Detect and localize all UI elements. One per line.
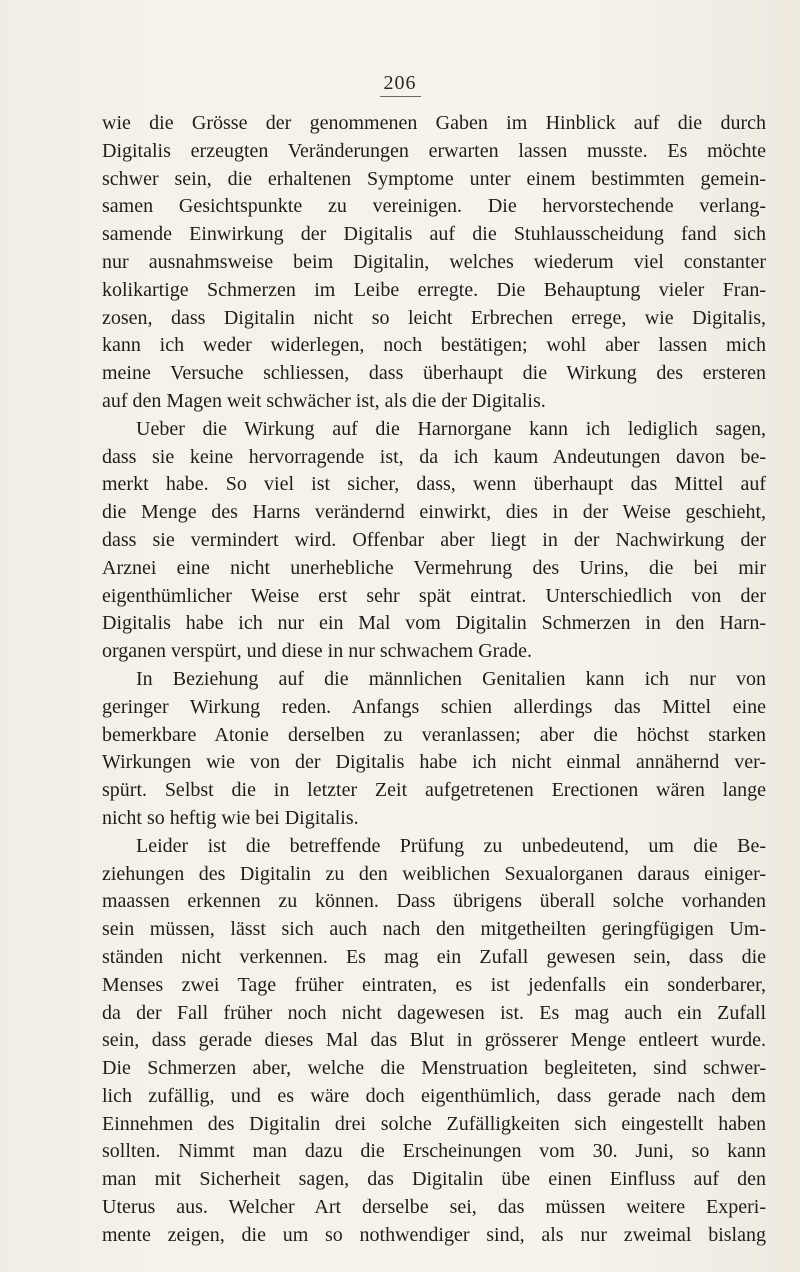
text-line: Digitalis habe ich nur ein Mal vom Digitalin Schmerzen in den Harn- — [102, 612, 766, 635]
text-line: kann ich weder widerlegen, noch bestätigen; wohl aber lassen mich — [102, 334, 766, 357]
text-line: zosen, dass Digitalin nicht so leicht Erbrechen errege, wie Digitalis, — [102, 306, 766, 329]
text-line: schwer sein, die erhaltenen Symptome unter einem bestimmten gemein- — [102, 167, 766, 190]
paragraph — [102, 110, 766, 416]
paragraph — [102, 416, 766, 666]
text-line: nicht so heftig wie bei Digitalis. — [102, 806, 359, 829]
text-line: man mit Sicherheit sagen, das Digitalin übe einen Einfluss auf den — [102, 1168, 766, 1191]
text-line: Die Schmerzen aber, welche die Menstruation begleiteten, sind schwer- — [102, 1057, 766, 1080]
text-line: dass sie keine hervorragende ist, da ich kaum Andeutungen davon be- — [102, 445, 766, 468]
text-line: kolikartige Schmerzen im Leibe erregte. Die Behauptung vieler Fran- — [102, 278, 766, 301]
text-line: die Menge des Harns verändernd einwirkt, dies in der Weise geschieht, — [102, 501, 766, 524]
text-line: ständen nicht verkennen. Es mag ein Zufall gewesen sein, dass die — [102, 945, 766, 968]
text-line: spürt. Selbst die in letzter Zeit aufgetretenen Erectionen wären lange — [102, 779, 766, 802]
text-line: sollten. Nimmt man dazu die Erscheinungen vom 30. Juni, so kann — [102, 1140, 766, 1163]
text-line: merkt habe. So viel ist sicher, dass, wenn überhaupt das Mittel auf — [102, 473, 766, 496]
paragraph — [102, 833, 766, 1250]
paragraph — [102, 666, 766, 833]
text-line: meine Versuche schliessen, dass überhaupt die Wirkung des ersteren — [102, 362, 766, 385]
text-line: dass sie vermindert wird. Offenbar aber liegt in der Nachwirkung der — [102, 528, 766, 551]
text-line: ziehungen des Digitalin zu den weiblichen Sexualorganen daraus einiger- — [102, 862, 766, 885]
text-line: nur ausnahmsweise beim Digitalin, welches wiederum viel constanter — [102, 250, 766, 273]
text-line: Wirkungen wie von der Digitalis habe ich nicht einmal annähernd ver- — [102, 751, 766, 774]
text-line: mente zeigen, die um so nothwendiger sind, als nur zweimal bislang — [102, 1223, 766, 1246]
page-number-text: 206 — [380, 72, 421, 97]
text-line: bemerkbare Atonie derselben zu veranlassen; aber die höchst starken — [102, 723, 766, 746]
text-line: sein, dass gerade dieses Mal das Blut in grösserer Menge entleert wurde. — [102, 1029, 766, 1052]
text-line: In Beziehung auf die männlichen Genitalien kann ich nur von — [136, 667, 766, 690]
text-line: lich zufällig, und es wäre doch eigenthümlich, dass gerade nach dem — [102, 1084, 766, 1107]
text-line: samen Gesichtspunkte zu vereinigen. Die hervorstechende verlang- — [102, 195, 766, 218]
text-line: Arznei eine nicht unerhebliche Vermehrung des Urins, die bei mir — [102, 556, 766, 579]
text-line: Leider ist die betreffende Prüfung zu unbedeutend, um die Be- — [136, 834, 766, 857]
text-line: Einnehmen des Digitalin drei solche Zufälligkeiten sich eingestellt haben — [102, 1112, 766, 1135]
body-text — [102, 110, 766, 1250]
page-number — [0, 72, 800, 97]
text-line: maassen erkennen zu können. Dass übrigens überall solche vorhanden — [102, 890, 766, 913]
text-line: wie die Grösse der genommenen Gaben im Hinblick auf die durch — [102, 112, 766, 134]
text-line: Ueber die Wirkung auf die Harnorgane kann ich lediglich sagen, — [136, 417, 766, 440]
text-line: Uterus aus. Welcher Art derselbe sei, das müssen weitere Experi- — [102, 1196, 766, 1219]
text-line: eigenthümlicher Weise erst sehr spät eintrat. Unterschiedlich von der — [102, 584, 766, 607]
text-line: geringer Wirkung reden. Anfangs schien allerdings das Mittel eine — [102, 695, 766, 718]
text-line: samende Einwirkung der Digitalis auf die Stuhlausscheidung fand sich — [102, 223, 766, 246]
text-line: Menses zwei Tage früher eintraten, es ist jedenfalls ein sonderbarer, — [102, 973, 766, 996]
text-line: sein müssen, lässt sich auch nach den mitgetheilten geringfügigen Um- — [102, 918, 766, 941]
text-line: organen verspürt, und diese in nur schwachem Grade. — [102, 640, 533, 663]
text-line: Digitalis erzeugten Veränderungen erwarten lassen musste. Es möchte — [102, 139, 766, 162]
text-line: da der Fall früher noch nicht dagewesen ist. Es mag auch ein Zufall — [102, 1001, 766, 1024]
text-line: auf den Magen weit schwächer ist, als die der Digitalis. — [102, 389, 546, 412]
